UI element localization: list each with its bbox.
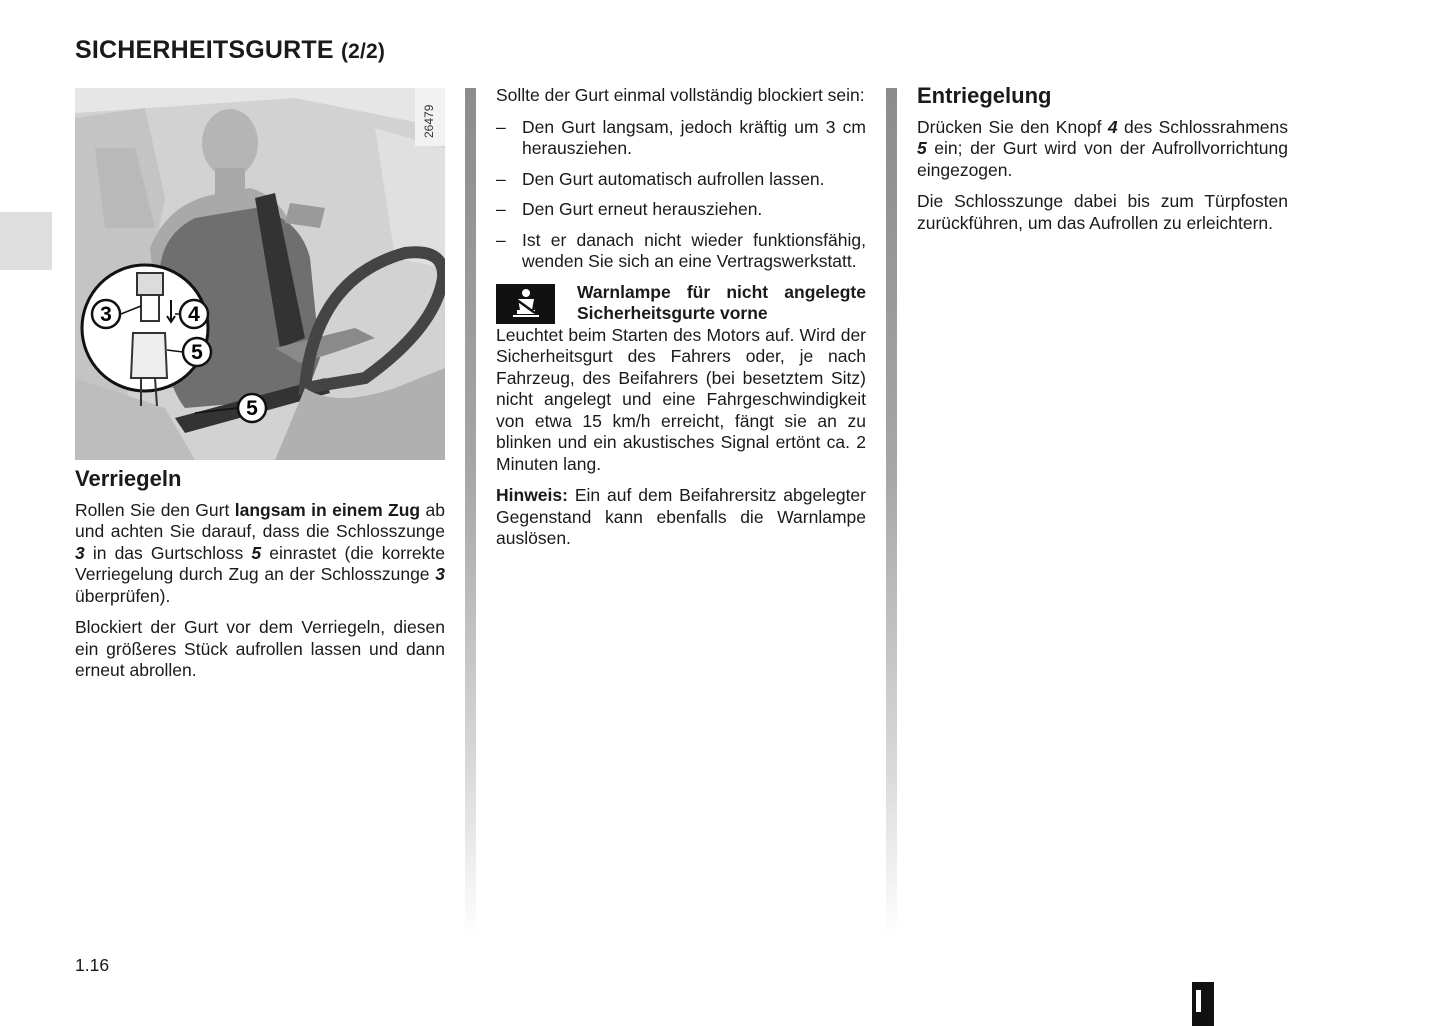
- svg-text:4: 4: [188, 303, 200, 326]
- seatbelt-illustration: [75, 88, 445, 460]
- driver-with-seatbelt-image: [75, 88, 445, 460]
- svg-text:5: 5: [246, 397, 258, 420]
- page-number: 1.16: [75, 955, 110, 975]
- svg-text:5: 5: [191, 341, 203, 364]
- warning-box: [496, 282, 866, 325]
- callout-4: [180, 300, 208, 328]
- callout-3: [92, 300, 120, 328]
- step-item: – Den Gurt automatisch aufrollen lassen.: [496, 168, 825, 189]
- seatbelt-warning-icon: [496, 284, 555, 324]
- column-middle: [496, 85, 866, 560]
- step-item: – Ist er danach nicht wieder funktionsfähig, wenden Sie sich an eine Vertragswerkstatt.: [496, 229, 866, 271]
- paragraph-blocked: Blockiert der Gurt vor dem Verriegeln, diesen ein größeres Stück aufrollen lassen und dann erneut abrollen.: [75, 617, 445, 680]
- heading-entriegelung: Entriegelung: [917, 83, 1052, 108]
- paragraph-locking: Rollen Sie den Gurt langsam in einem Zug ab und achten Sie darauf, dass die Schlosszunge 3 in das Gurtschloss 5 einrastet (die korrekte Verriegelung durch Zug an der Schlosszunge 3 überprüfen).: [75, 499, 445, 606]
- intro-text: Sollte der Gurt einmal vollständig blockiert sein:: [496, 85, 865, 105]
- column-divider-right: [886, 88, 897, 938]
- note-paragraph: Hinweis: Ein auf dem Beifahrersitz abgelegter Gegenstand kann ebenfalls die Warnlampe auslösen.: [496, 485, 866, 548]
- heading-verriegeln: Verriegeln: [75, 466, 182, 491]
- step-item: – Den Gurt erneut herausziehen.: [496, 199, 763, 219]
- title-text: SICHERHEITSGURTE: [75, 36, 334, 64]
- column-divider-left: [465, 88, 476, 938]
- figure-code: [415, 88, 445, 146]
- edge-marker: [1192, 982, 1214, 1026]
- column-right: [917, 85, 1288, 244]
- section-tab: [0, 212, 52, 270]
- paragraph-retract: Die Schlosszunge dabei bis zum Türpfosten zurückführen, um das Aufrollen zu erleichtern.: [917, 191, 1288, 233]
- figure-code-text: 26479: [422, 104, 436, 138]
- callout-5-seat: [238, 394, 266, 422]
- paragraph-unlocking: Drücken Sie den Knopf 4 des Schlossrahmens 5 ein; der Gurt wird von der Aufrollvorrichtung eingezogen.: [917, 116, 1288, 180]
- step-item: – Den Gurt langsam, jedoch kräftig um 3 cm herausziehen.: [496, 116, 866, 158]
- warning-text: Leuchtet beim Starten des Motors auf. Wird der Sicherheitsgurt des Fahrers oder, je nach Fahrzeug, des Beifahrers (bei besetztem Sitz) nicht angelegt und eine Fahrgeschwindigkeit von etwa 15 km/h erreicht, fängt sie an zu blinken und ein akustisches Signal ertönt ca. 2 Minuten lang.: [496, 324, 866, 474]
- svg-text:3: 3: [100, 303, 112, 326]
- column-left: [75, 88, 445, 692]
- title-part: (2/2): [340, 40, 386, 63]
- callout-5-buckle: [183, 338, 211, 366]
- page-title: [75, 36, 385, 65]
- warning-title: Warnlampe für nicht angelegte Sicherheitsgurte vorne: [577, 281, 866, 323]
